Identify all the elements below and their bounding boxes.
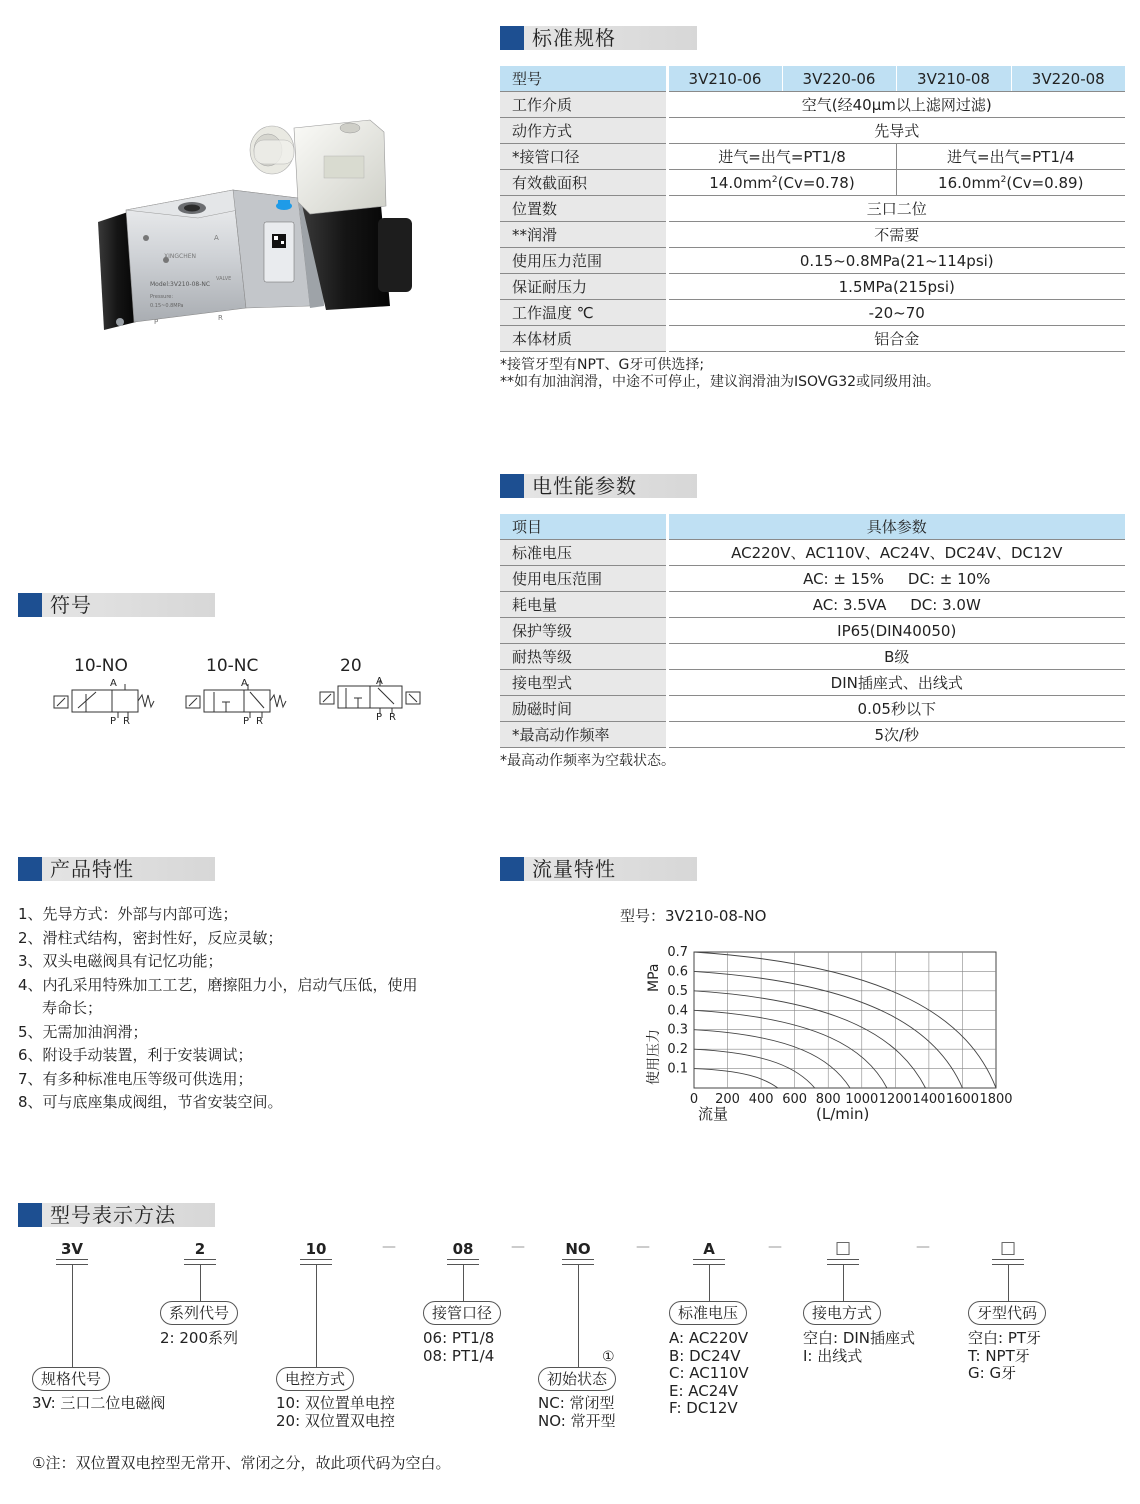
- symbol-label-10-no: 10-NO: [74, 656, 128, 676]
- chart-x-title: 流量: [698, 1105, 729, 1123]
- code-group-series-title: 系列代号: [160, 1301, 238, 1325]
- chart-series-line-0.3: [694, 1030, 850, 1088]
- code-group-port-desc: [423, 1330, 494, 1365]
- spec-table: [500, 66, 1125, 352]
- electrical-value: IP65(DIN40050): [667, 618, 1125, 644]
- chart-y-tick-label: 0.2: [667, 1042, 688, 1058]
- area-rest-06: (Cv=0.78): [777, 173, 855, 192]
- chart-y-tick-label: 0.1: [667, 1061, 688, 1077]
- spec-note-2: **如有加油润滑，中途不可停止，建议润滑油为ISOVG32或同级用油。: [500, 374, 941, 390]
- code-option: NC: 常闭型: [538, 1394, 615, 1412]
- electrical-label: 标准电压: [500, 540, 667, 566]
- spec-value: 铝合金: [667, 326, 1125, 352]
- section-marker-icon: [500, 474, 524, 498]
- spec-value: -20~70: [667, 300, 1125, 326]
- code-group-wiring-title: 接电方式: [803, 1301, 881, 1325]
- chart-x-tick-label: 400: [748, 1092, 774, 1107]
- spec-label: 本体材质: [500, 326, 667, 352]
- symbol-section-header: [18, 593, 215, 617]
- chart-x-tick-label: 200: [715, 1092, 740, 1107]
- spec-value: [667, 170, 896, 196]
- chart-series-group: [694, 952, 996, 1088]
- section-marker-icon: [18, 1203, 42, 1227]
- electrical-row: [500, 618, 1125, 644]
- code-option: 20: 双位置双电控: [276, 1411, 395, 1430]
- flow-section-header: [500, 857, 697, 881]
- spec-value: 进气=出气=PT1/8: [667, 144, 896, 170]
- code-voltage: A: [703, 1240, 715, 1258]
- electrical-header-row: [500, 514, 1125, 540]
- chart-x-tick-label: 1400: [912, 1092, 946, 1107]
- chart-y-tick-label: 0.4: [667, 1003, 688, 1019]
- code-group-initial-title: 初始状态: [538, 1367, 616, 1391]
- port-label-p: P: [243, 716, 250, 727]
- code-control: 10: [305, 1240, 327, 1258]
- electrical-label: 保护等级: [500, 618, 667, 644]
- electrical-value: AC: ± 15% DC: ± 10%: [667, 566, 1125, 592]
- flow-section-title: 流量特性: [532, 857, 616, 881]
- chart-y-unit: MPa: [646, 963, 662, 992]
- area-num-08: 16.0mm: [938, 173, 1001, 192]
- electrical-value: 0.05秒以下: [667, 696, 1125, 722]
- code-connector: [316, 1264, 317, 1368]
- code-thread: □: [999, 1238, 1017, 1258]
- electrical-value: AC220V、AC110V、AC24V、DC24V、DC12V: [667, 540, 1125, 566]
- spec-section-header: [500, 26, 697, 50]
- spec-label: **润滑: [500, 222, 667, 248]
- spec-header-label: 型号: [500, 66, 667, 92]
- code-group-thread-title: 牙型代码: [968, 1301, 1046, 1325]
- spec-value: 三口二位: [667, 196, 1125, 222]
- electrical-header-item: 项目: [500, 514, 667, 540]
- code-option: 2: 200系列: [160, 1329, 238, 1347]
- feature-item: 5、无需加油润滑；: [18, 1022, 148, 1041]
- section-marker-icon: [18, 857, 42, 881]
- spec-row-port: [500, 144, 1125, 170]
- code-option: G: G牙: [968, 1364, 1017, 1382]
- spec-model-3: 3V210-08: [896, 66, 1011, 92]
- area-sup-06: 2: [771, 174, 778, 185]
- code-option: C: AC110V: [669, 1364, 749, 1382]
- code-option: 空白: PT牙: [968, 1329, 1042, 1347]
- code-group-thread-desc: [968, 1330, 1041, 1383]
- code-option: 08: PT1/4: [423, 1346, 495, 1365]
- symbol-label-10-nc: 10-NC: [206, 656, 259, 676]
- spec-label: 有效截面积: [500, 170, 667, 196]
- code-option: A: AC220V: [669, 1329, 749, 1347]
- chart-x-unit: (L/min): [816, 1105, 870, 1123]
- photo-pressure-text: Pressure:: [150, 294, 174, 300]
- spec-label: 保证耐压力: [500, 274, 667, 300]
- electrical-row: [500, 670, 1125, 696]
- photo-port-p: P: [154, 318, 159, 326]
- chart-y-tick-label: 0.7: [667, 945, 688, 960]
- code-initial: NO: [565, 1240, 591, 1258]
- electrical-row: [500, 540, 1125, 566]
- model-code-footnote: ①注：双位置双电控型无常开、常闭之分，故此项代码为空白。: [32, 1454, 451, 1472]
- chart-y-tick-label: 0.6: [667, 964, 688, 980]
- spec-note-1: *接管牙型有NPT、G牙可供选择;: [500, 357, 705, 373]
- area-num-06: 14.0mm: [709, 173, 772, 192]
- chart-y-tick-label: 0.5: [667, 983, 688, 999]
- code-connector: [843, 1264, 844, 1302]
- spec-section-title: 标准规格: [532, 26, 616, 50]
- symbol-section-title: 符号: [50, 593, 92, 617]
- code-group-initial-mark: ①: [602, 1349, 615, 1365]
- valve-symbol-10-nc-icon: [182, 678, 292, 728]
- port-label-a: A: [110, 678, 117, 689]
- electrical-section-header: [500, 474, 697, 498]
- spec-value: 1.5MPa(215psi): [667, 274, 1125, 300]
- electrical-row: [500, 644, 1125, 670]
- spec-value: 进气=出气=PT1/4: [896, 144, 1125, 170]
- photo-model-text: Model:3V210-08-NC: [150, 281, 211, 288]
- code-separator: —: [636, 1239, 650, 1255]
- spec-value: 0.15~0.8MPa(21~114psi): [667, 248, 1125, 274]
- spec-label: *接管口径: [500, 144, 667, 170]
- spec-label: 工作温度 ℃: [500, 300, 667, 326]
- chart-series-line-0.1: [694, 1069, 778, 1088]
- electrical-label: 耐热等级: [500, 644, 667, 670]
- port-label-r: R: [256, 716, 263, 727]
- electrical-row: [500, 696, 1125, 722]
- spec-value: 不需要: [667, 222, 1125, 248]
- electrical-row: [500, 592, 1125, 618]
- code-separator: —: [382, 1239, 396, 1255]
- area-rest-08: (Cv=0.89): [1006, 173, 1084, 192]
- electrical-value: 5次/秒: [667, 722, 1125, 748]
- spec-model-4: 3V220-08: [1011, 66, 1125, 92]
- electrical-label: 使用电压范围: [500, 566, 667, 592]
- code-option: 06: PT1/8: [423, 1329, 495, 1347]
- chart-x-tick-label: 1200: [878, 1092, 912, 1107]
- spec-label: 动作方式: [500, 118, 667, 144]
- code-group-series-desc: [160, 1330, 238, 1348]
- code-connector: [463, 1264, 464, 1302]
- electrical-label: *最高动作频率: [500, 722, 667, 748]
- code-option: T: NPT牙: [968, 1346, 1030, 1365]
- spec-value: [896, 170, 1125, 196]
- code-option: 10: 双位置单电控: [276, 1394, 395, 1412]
- product-photo: [88, 110, 428, 350]
- electrical-value: B级: [667, 644, 1125, 670]
- spec-row-body-material: [500, 326, 1125, 352]
- spec-notes: [500, 357, 940, 391]
- code-group-port-title: 接管口径: [423, 1301, 501, 1325]
- spec-value: 先导式: [667, 118, 1125, 144]
- spec-row-action: [500, 118, 1125, 144]
- chart-x-tick-label: 1800: [979, 1092, 1013, 1107]
- chart-y-ticks: [667, 945, 688, 1077]
- electrical-header-value: 具体参数: [667, 514, 1125, 540]
- spec-model-1: 3V210-06: [667, 66, 782, 92]
- model-code-section-title: 型号表示方法: [50, 1203, 176, 1227]
- section-marker-icon: [500, 857, 524, 881]
- port-label-a: A: [376, 676, 383, 687]
- spec-row-positions: [500, 196, 1125, 222]
- code-option: 3V: 三口二位电磁阀: [32, 1394, 166, 1412]
- area-sup-08: 2: [1000, 174, 1007, 185]
- spec-label: 工作介质: [500, 92, 667, 118]
- code-group-wiring-desc: [803, 1330, 915, 1365]
- chart-x-tick-label: 800: [815, 1092, 841, 1107]
- code-series: 2: [194, 1240, 206, 1258]
- electrical-row: [500, 566, 1125, 592]
- code-3v: 3V: [60, 1240, 84, 1258]
- code-group-spec-desc: [32, 1395, 165, 1413]
- code-wiring: □: [834, 1238, 852, 1258]
- code-connector: [72, 1264, 73, 1368]
- photo-pressure-value: 0.15~0.8MPa: [150, 303, 184, 309]
- feature-item: 7、有多种标准电压等级可供选用；: [18, 1069, 253, 1088]
- feature-item: 2、滑柱式结构，密封性好，反应灵敏；: [18, 928, 283, 947]
- feature-item: 6、附设手动装置，利于安装调试；: [18, 1046, 253, 1064]
- spec-model-2: 3V220-06: [782, 66, 896, 92]
- code-group-initial-desc: [538, 1395, 616, 1430]
- electrical-value: DIN插座式、出线式: [667, 670, 1125, 696]
- electrical-note: *最高动作频率为空载状态。: [500, 753, 675, 769]
- code-option: NO: 常开型: [538, 1411, 616, 1430]
- spec-row-area: [500, 170, 1125, 196]
- code-separator: —: [511, 1239, 525, 1255]
- flow-model-label: 型号：3V210-08-NO: [620, 907, 767, 925]
- model-code-section-header: [18, 1203, 215, 1227]
- spec-row-proof-pressure: [500, 274, 1125, 300]
- photo-brand-text: XINGCHEN: [164, 253, 196, 260]
- spec-header-row: [500, 66, 1125, 92]
- chart-x-tick-label: 0: [689, 1092, 699, 1107]
- chart-x-tick-label: 600: [782, 1092, 808, 1107]
- code-connector: [578, 1264, 579, 1368]
- electrical-section-title: 电性能参数: [532, 474, 637, 498]
- code-group-control-desc: [276, 1395, 395, 1430]
- code-separator: —: [916, 1239, 930, 1255]
- chart-y-tick-label: 0.3: [667, 1022, 688, 1038]
- symbol-label-20: 20: [340, 656, 362, 676]
- photo-port-a: A: [214, 234, 219, 242]
- code-separator: —: [768, 1239, 782, 1255]
- feature-item: 1、先导方式：外部与内部可选；: [18, 905, 238, 923]
- code-option: E: AC24V: [669, 1381, 739, 1400]
- code-option: 空白: DIN插座式: [803, 1329, 916, 1347]
- feature-item-continued: 寿命长；: [42, 999, 103, 1017]
- code-connector: [709, 1264, 710, 1302]
- flow-chart: [630, 940, 1030, 1130]
- feature-item: 4、内孔采用特殊加工工艺，磨擦阻力小，启动气压低，使用: [18, 975, 418, 994]
- feature-list: [18, 903, 418, 1115]
- electrical-label: 耗电量: [500, 592, 667, 618]
- valve-symbol-10-no-icon: [50, 678, 160, 728]
- code-group-spec-title: 规格代号: [32, 1367, 110, 1391]
- port-label-a: A: [241, 678, 248, 689]
- code-option: F: DC12V: [669, 1399, 738, 1417]
- electrical-label: 励磁时间: [500, 696, 667, 722]
- electrical-value: AC: 3.5VA DC: 3.0W: [667, 592, 1125, 618]
- port-label-r: R: [123, 716, 130, 727]
- code-option: I: 出线式: [803, 1346, 863, 1365]
- port-label-p: P: [376, 712, 383, 723]
- spec-row-lubrication: [500, 222, 1125, 248]
- spec-value: 空气(经40μm以上滤网过滤): [667, 92, 1125, 118]
- photo-port-r: R: [218, 314, 223, 322]
- spec-label: 使用压力范围: [500, 248, 667, 274]
- chart-x-tick-label: 1000: [845, 1092, 879, 1107]
- port-label-p: P: [110, 716, 117, 727]
- electrical-table: [500, 514, 1125, 748]
- code-group-voltage-title: 标准电压: [669, 1301, 747, 1325]
- chart-x-tick-label: 1600: [945, 1092, 979, 1107]
- spec-row-temperature: [500, 300, 1125, 326]
- features-section-title: 产品特性: [50, 857, 134, 881]
- code-option: B: DC24V: [669, 1346, 741, 1365]
- code-connector: [200, 1264, 201, 1302]
- spec-row-pressure-range: [500, 248, 1125, 274]
- code-port: 08: [452, 1240, 474, 1258]
- feature-item: 3、双头电磁阀具有记忆功能；: [18, 952, 223, 970]
- port-label-r: R: [389, 712, 396, 723]
- section-marker-icon: [500, 26, 524, 50]
- section-marker-icon: [18, 593, 42, 617]
- electrical-row: [500, 722, 1125, 748]
- chart-y-title: 使用压力: [646, 1029, 662, 1085]
- code-group-control-title: 电控方式: [276, 1367, 354, 1391]
- spec-label: 位置数: [500, 196, 667, 222]
- spec-row-medium: [500, 92, 1125, 118]
- features-section-header: [18, 857, 215, 881]
- feature-item: 8、可与底座集成阀组，节省安装空间。: [18, 1093, 283, 1111]
- code-connector: [1008, 1264, 1009, 1302]
- chart-series-line-0.5: [694, 991, 926, 1088]
- electrical-label: 接电型式: [500, 670, 667, 696]
- photo-valve-text: VALVE: [216, 276, 232, 282]
- code-group-voltage-desc: [669, 1330, 749, 1418]
- valve-symbol-20-icon: [316, 674, 426, 724]
